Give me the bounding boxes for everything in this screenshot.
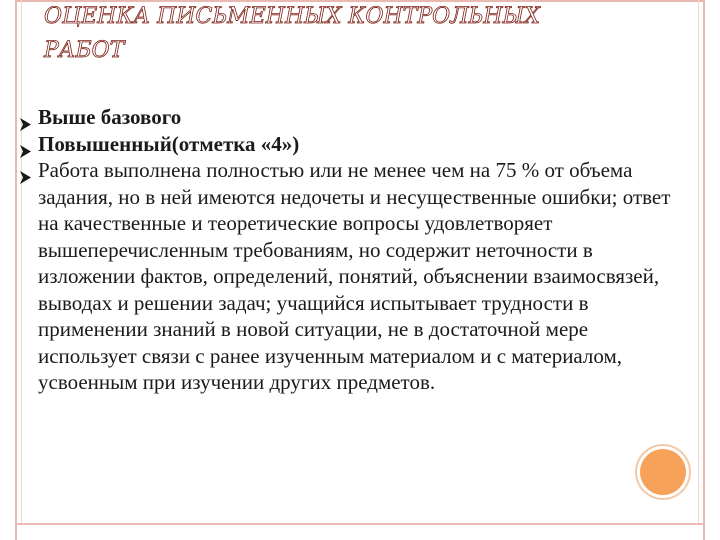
- slide-title-line-2: РАБОТ: [44, 38, 125, 63]
- frame-right-inner-border: [698, 0, 699, 525]
- frame-right-border: [703, 0, 705, 540]
- slide-title: [44, 0, 604, 68]
- bullet-text: Выше базового: [38, 105, 182, 129]
- bullet-item-description: [20, 157, 680, 396]
- slide-title-line-1: ОЦЕНКА ПИСЬМЕННЫХ КОНТРОЛЬНЫХ: [44, 4, 540, 29]
- bullet-item-advanced: [20, 131, 680, 158]
- bullet-text: Повышенный(отметка «4»): [38, 131, 300, 156]
- arrow-bullet-icon: [20, 164, 31, 177]
- arrow-bullet-icon: [20, 111, 31, 124]
- frame-bottom-border: [15, 523, 705, 525]
- decorative-orange-circle: [640, 449, 686, 495]
- arrow-bullet-icon: [20, 138, 31, 151]
- bullet-list: [20, 104, 680, 396]
- bullet-item-above-basic: [20, 104, 680, 131]
- bullet-text: Работа выполнена полностью или не менее чем на 75 % от объема задания, но в ней имеются недочеты и несущественные ошибки; ответ на качественные и теоретические вопросы удовлетворяет вышеперечисленным требованиям, но содержит неточности в изложении фактов, определений, понятий, объяснении взаимосвязей, выводах и решении задач; учащийся испытывает трудности в применении знаний в новой ситуации, не в достаточной мере использует связи с ранее изученным материалом и с материалом, усвоенным при изучении других предметов.: [38, 158, 671, 394]
- frame-left-border: [15, 0, 17, 540]
